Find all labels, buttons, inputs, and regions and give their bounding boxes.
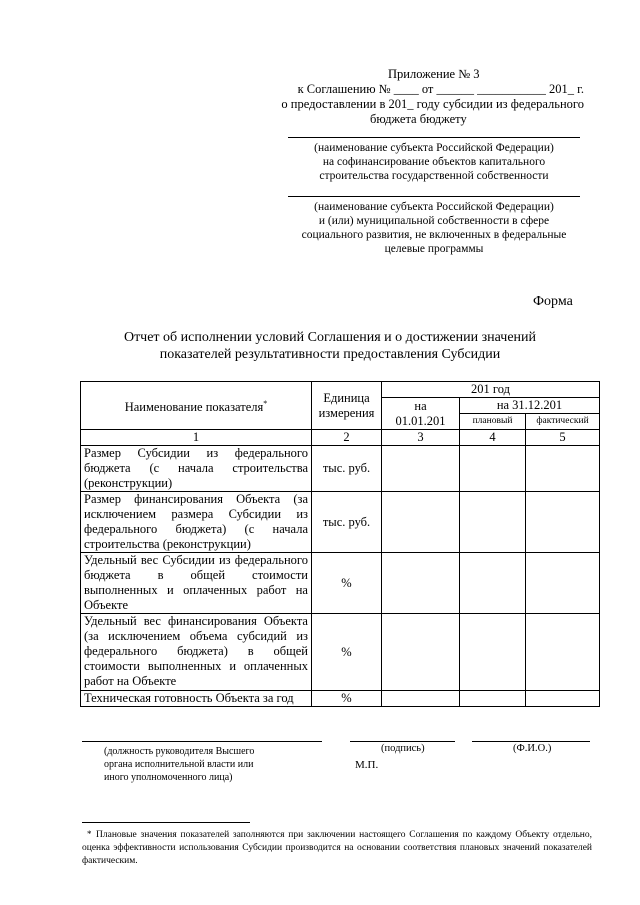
signature-caption: (подпись) <box>381 743 425 754</box>
position-line <box>82 741 322 742</box>
subject-block-2-line: и (или) муниципальной собственности в сфере <box>318 215 550 227</box>
indicator-unit: тыс. руб. <box>312 446 382 492</box>
footnote-mark: * <box>263 398 268 408</box>
agreement-line: к Соглашению № ____ от ______ ___________ 201_ г. <box>297 82 584 96</box>
value-cell <box>526 446 600 492</box>
col-num: 4 <box>460 430 526 446</box>
value-cell <box>382 492 460 553</box>
value-cell <box>526 614 600 691</box>
report-title <box>60 329 600 363</box>
header-fact: фактический <box>526 414 600 430</box>
table-row <box>81 446 600 492</box>
position-caption-line: иного уполномоченного лица) <box>104 772 233 783</box>
subsidy-line: о предоставлении в 201_ году субсидии из федерального <box>281 97 584 111</box>
position-caption-line: (должность руководителя Высшего <box>104 746 255 757</box>
subject-block-2-line: целевые программы <box>384 243 484 255</box>
subject-block-1-line: строительства государственной собственности <box>319 170 549 182</box>
report-title-line: показателей результативности предоставления Субсидии <box>159 347 501 362</box>
subject-block-2-line: социального развития, не включенных в федеральные <box>301 229 567 241</box>
indicator-unit: тыс. руб. <box>312 492 382 553</box>
value-cell <box>460 492 526 553</box>
form-label: Форма <box>533 294 573 309</box>
indicator-unit: % <box>312 614 382 691</box>
indicator-name: Размер Субсидии из федерального бюджета (с начала строительства (реконструкции) <box>81 446 312 492</box>
table-row <box>81 553 600 614</box>
subject-block-2 <box>270 200 598 256</box>
footnote-separator <box>82 822 250 823</box>
col-num: 1 <box>81 430 312 446</box>
value-cell <box>382 446 460 492</box>
indicator-name: Техническая готовность Объекта за год <box>81 691 312 707</box>
value-cell <box>526 691 600 707</box>
col-num: 2 <box>312 430 382 446</box>
table-row <box>81 691 600 707</box>
table-row <box>81 614 600 691</box>
indicator-unit: % <box>312 553 382 614</box>
table-row <box>81 492 600 553</box>
subject-block-1-line: (наименование субъекта Российской Федерации) <box>314 142 554 154</box>
header-indicator-name-text: Наименование показателя <box>124 400 264 415</box>
header-date1: 01.01.201 <box>395 413 446 428</box>
value-cell <box>460 446 526 492</box>
appendix-number: Приложение № 3 <box>388 67 480 81</box>
col-num: 5 <box>526 430 600 446</box>
fio-caption: (Ф.И.О.) <box>513 743 552 754</box>
header-year: 201 год <box>382 382 600 398</box>
value-cell <box>382 691 460 707</box>
header-date-end: на 31.12.201 <box>460 398 600 414</box>
subject-block-1 <box>270 141 598 183</box>
stamp-place: М.П. <box>355 759 379 771</box>
fio-line <box>472 741 590 742</box>
subject-block-1-line: на софинансирование объектов капитального <box>322 156 546 168</box>
signature-line <box>350 741 455 742</box>
indicator-unit: % <box>312 691 382 707</box>
blank-line <box>288 137 580 138</box>
value-cell <box>460 691 526 707</box>
header-plan: плановый <box>460 414 526 430</box>
blank-line <box>288 196 580 197</box>
header-indicator-name <box>81 382 312 430</box>
header-date-start <box>382 398 460 430</box>
indicator-name: Удельный вес Субсидии из федерального бюджета в общей стоимости выполненных и оплаченных работ на Объекте <box>81 553 312 614</box>
subject-block-2-line: (наименование субъекта Российской Федерации) <box>314 201 554 213</box>
header-on: на <box>414 398 427 413</box>
value-cell <box>526 492 600 553</box>
report-table <box>80 381 600 707</box>
position-caption <box>104 745 254 784</box>
value-cell <box>382 614 460 691</box>
footnote-text: Плановые значения показателей заполняются при заключении настоящего Соглашения по каждому Объекту отдельно, оценка эффективности использования Субсидии производится на основании соответствия плановых значений показателей фактическим. <box>82 830 592 866</box>
value-cell <box>460 614 526 691</box>
position-caption-line: органа исполнительной власти или <box>104 759 254 770</box>
indicator-name: Размер финансирования Объекта (за исключением размера Субсидии из федерального бюджета) (с начала строительства (реконструкции) <box>81 492 312 553</box>
budget-line: бюджета бюджету <box>370 112 467 126</box>
footnote-mark: * <box>87 829 92 839</box>
value-cell <box>460 553 526 614</box>
value-cell <box>382 553 460 614</box>
indicator-name: Удельный вес финансирования Объекта (за исключением объема субсидий из федерального бюджета) в общей стоимости выполненных и оплаченных работ на Объекте <box>81 614 312 691</box>
report-title-line: Отчет об исполнении условий Соглашения и о достижении значений <box>123 330 537 345</box>
col-num: 3 <box>382 430 460 446</box>
header-unit: Единица измерения <box>312 382 382 430</box>
value-cell <box>526 553 600 614</box>
